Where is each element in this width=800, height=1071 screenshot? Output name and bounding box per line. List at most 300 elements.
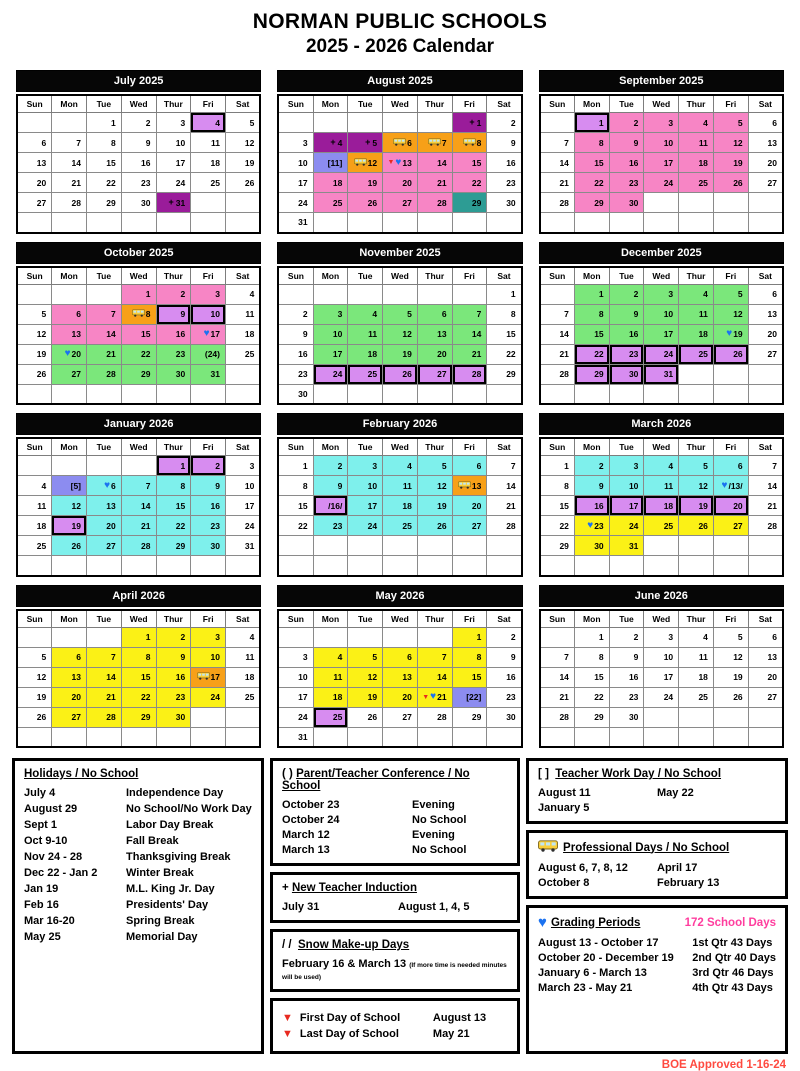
day-cell [609, 476, 644, 496]
workday-rows [538, 787, 776, 814]
day-number: 9 [180, 309, 186, 319]
conference-date: October 24 [282, 814, 340, 826]
day-number: 25 [698, 349, 708, 359]
day-number: 1 [510, 289, 516, 299]
bus-icon-wrap [354, 158, 367, 168]
day-number: 10 [210, 652, 220, 662]
day-number: 12 [244, 137, 255, 148]
day-cell [121, 113, 156, 133]
day-cell [121, 727, 156, 747]
day-cell-content [610, 461, 644, 471]
day-cell [383, 476, 418, 496]
day-number: 28 [141, 540, 151, 551]
day-cell-content [418, 178, 452, 188]
day-cell-content [487, 198, 520, 208]
weekday-header: Tue [87, 610, 122, 628]
day-number: 15 [298, 500, 308, 511]
day-cell [679, 324, 714, 344]
day-cell [226, 113, 261, 133]
day-cell [679, 647, 714, 667]
day-cell [121, 707, 156, 727]
day-cell-content [644, 178, 678, 188]
day-cell-content [191, 501, 225, 511]
day-number: 20 [767, 329, 777, 339]
day-cell [574, 153, 609, 173]
grading-heart-icon: ♥ [726, 328, 733, 339]
day-cell-content [644, 501, 678, 511]
weekday-header: Wed [383, 95, 418, 113]
weekday-header: Tue [609, 610, 644, 628]
day-cell-content [314, 521, 348, 531]
weekday-header: Wed [121, 95, 156, 113]
day-number: 31 [298, 731, 308, 742]
day-cell [348, 687, 383, 707]
day-cell-content [191, 521, 225, 531]
month-april-2026 [16, 585, 261, 749]
day-number: 10 [298, 672, 308, 682]
day-cell [313, 536, 348, 556]
day-cell-content [714, 501, 748, 511]
day-cell [278, 384, 313, 404]
day-cell-content [122, 672, 156, 682]
day-cell [156, 687, 191, 707]
day-cell [644, 727, 679, 747]
day-cell-content [541, 461, 574, 471]
weekday-header: Mon [574, 267, 609, 285]
day-cell-content [314, 349, 348, 359]
day-number: /13/ [728, 480, 743, 491]
month-table [539, 437, 784, 577]
day-cell-content [18, 652, 51, 662]
day-cell-content [52, 501, 86, 511]
day-cell [417, 516, 452, 536]
weekday-header: Mon [574, 438, 609, 456]
workday-date [657, 802, 776, 814]
day-number: 20 [36, 177, 47, 188]
day-number: 20 [733, 500, 743, 511]
day-cell [452, 516, 487, 536]
day-cell [644, 284, 679, 304]
day-cell [713, 213, 748, 233]
day-number: 17 [663, 329, 674, 339]
day-cell [748, 213, 783, 233]
day-number: 29 [141, 369, 151, 379]
induction-plus-icon: + [168, 197, 174, 207]
day-cell [540, 113, 575, 133]
day-cell-content [714, 481, 748, 491]
day-cell [121, 344, 156, 364]
day-cell [487, 173, 522, 193]
day-cell [226, 556, 261, 576]
day-cell [17, 476, 52, 496]
day-cell-content [487, 369, 520, 379]
day-number: 27 [767, 349, 777, 359]
day-number: 19 [733, 672, 743, 682]
day-number: 26 [71, 540, 81, 551]
day-cell [383, 153, 418, 173]
day-cell-content [383, 158, 417, 168]
day-cell-content [348, 501, 382, 511]
day-number: 20 [71, 692, 81, 702]
day-number: 29 [594, 197, 604, 208]
day-cell-content [418, 349, 452, 359]
day-cell-content [575, 309, 609, 319]
day-number: 4 [337, 137, 343, 148]
day-cell [87, 133, 122, 153]
day-cell-content [226, 309, 259, 319]
day-number: 9 [145, 137, 151, 148]
day-cell [226, 304, 261, 324]
day-cell [191, 133, 226, 153]
day-number: 15 [471, 672, 482, 682]
professional-date: August 6, 7, 8, 12 [538, 862, 628, 874]
day-cell-content [18, 521, 51, 531]
day-cell-content [575, 118, 609, 128]
day-number: 26 [244, 177, 255, 188]
conference-rows [282, 799, 508, 856]
day-number: 22 [106, 177, 116, 188]
day-cell [226, 516, 261, 536]
day-cell [156, 556, 191, 576]
day-cell [609, 133, 644, 153]
weekday-header: Sat [226, 95, 261, 113]
induction-plus-icon: + [330, 137, 336, 147]
day-cell [748, 344, 783, 364]
day-cell [17, 667, 52, 687]
day-cell [17, 536, 52, 556]
day-cell-content [226, 118, 259, 128]
day-cell [348, 284, 383, 304]
day-cell [713, 476, 748, 496]
day-cell-content [383, 692, 417, 702]
induction-box [270, 872, 520, 923]
day-cell [540, 384, 575, 404]
grading-rows [538, 937, 776, 994]
day-cell [52, 647, 87, 667]
day-cell-content [191, 369, 225, 379]
day-cell-content [487, 632, 520, 642]
day-number: 23 [332, 520, 343, 531]
day-cell-content [714, 309, 748, 319]
day-number: 17 [210, 329, 220, 339]
day-cell [452, 213, 487, 233]
holiday-date: Oct 9-10 [24, 835, 68, 847]
day-number: 16 [506, 672, 516, 682]
day-cell-content [453, 329, 487, 339]
day-cell-content [679, 158, 713, 168]
day-cell-content [644, 632, 678, 642]
day-cell [156, 304, 191, 324]
day-cell [191, 364, 226, 384]
day-cell [644, 364, 679, 384]
day-number: 17 [663, 157, 674, 168]
day-number: 5 [441, 460, 447, 471]
day-cell [121, 284, 156, 304]
day-cell-content [157, 158, 191, 168]
day-cell-content [157, 481, 191, 491]
boe-approved-note: BOE Approved 1-16-24 [661, 1059, 786, 1071]
day-cell-content [714, 289, 748, 299]
day-number: 2 [510, 632, 516, 642]
weekday-header: Fri [713, 610, 748, 628]
day-cell-content [279, 309, 312, 319]
day-cell [17, 556, 52, 576]
day-cell-content [52, 481, 86, 491]
day-cell [383, 556, 418, 576]
holiday-date: Feb 16 [24, 899, 59, 911]
day-number: 15 [506, 329, 516, 339]
day-cell [679, 727, 714, 747]
month-title: March 2026 [539, 413, 784, 435]
day-cell-content [226, 349, 259, 359]
day-number: 24 [175, 177, 186, 188]
day-number: 14 [506, 480, 516, 491]
day-number: 1 [598, 117, 604, 128]
day-cell [313, 496, 348, 516]
day-cell [609, 304, 644, 324]
day-cell [383, 667, 418, 687]
day-cell-content [383, 329, 417, 339]
day-cell [348, 384, 383, 404]
day-cell [679, 627, 714, 647]
day-cell [348, 516, 383, 536]
day-cell-content [122, 501, 156, 511]
induction-dates: August 1, 4, 5 [398, 901, 470, 913]
day-cell [278, 627, 313, 647]
day-cell-content [52, 198, 86, 208]
day-cell-content [418, 198, 452, 208]
day-cell [191, 647, 226, 667]
day-cell-content [610, 481, 644, 491]
day-cell [383, 304, 418, 324]
day-number: 10 [628, 480, 639, 491]
day-cell [452, 304, 487, 324]
day-number: 18 [244, 672, 255, 682]
day-cell-content [52, 692, 86, 702]
day-cell-content [714, 118, 748, 128]
day-cell [452, 667, 487, 687]
day-number: 19 [733, 157, 743, 168]
day-cell-content [191, 672, 225, 682]
day-cell-content [226, 652, 259, 662]
day-number: 22 [594, 349, 604, 359]
day-cell [278, 556, 313, 576]
day-cell [713, 384, 748, 404]
day-cell [679, 344, 714, 364]
day-number: 15 [559, 500, 569, 511]
day-cell [748, 364, 783, 384]
day-cell [121, 384, 156, 404]
day-cell [713, 707, 748, 727]
bus-icon [132, 309, 145, 317]
day-cell-content [679, 138, 713, 148]
day-cell [609, 516, 644, 536]
day-number: 14 [71, 157, 81, 168]
day-cell-content [18, 369, 51, 379]
day-number: 22 [471, 177, 482, 188]
day-cell-content [541, 329, 574, 339]
weekday-header: Sat [487, 267, 522, 285]
weekday-header: Fri [452, 95, 487, 113]
day-cell [609, 324, 644, 344]
day-number: 11 [698, 309, 708, 319]
month-table [16, 609, 261, 749]
weekday-header: Fri [191, 95, 226, 113]
day-number: 27 [767, 177, 777, 188]
day-cell [156, 213, 191, 233]
day-number: 19 [367, 692, 378, 702]
month-title: January 2026 [16, 413, 261, 435]
day-cell [679, 456, 714, 476]
day-cell-content [575, 138, 609, 148]
day-cell-content [348, 461, 382, 471]
day-cell-content [348, 138, 382, 148]
day-cell-content [487, 692, 520, 702]
day-cell [748, 687, 783, 707]
day-number: 26 [733, 692, 743, 702]
day-cell [679, 284, 714, 304]
induction-plus-icon: + [365, 137, 371, 147]
day-number: 7 [145, 480, 151, 491]
day-cell-content [348, 349, 382, 359]
day-cell-content [383, 652, 417, 662]
day-cell-content [714, 692, 748, 702]
day-cell [348, 667, 383, 687]
day-cell-content [575, 158, 609, 168]
day-cell [313, 384, 348, 404]
day-cell [156, 667, 191, 687]
day-number: 26 [402, 369, 412, 379]
day-cell-content [157, 178, 191, 188]
day-number: 11 [245, 652, 255, 662]
day-cell-content [575, 652, 609, 662]
day-cell-content [191, 692, 225, 702]
day-cell [748, 647, 783, 667]
day-cell [713, 173, 748, 193]
day-number: 19 [367, 177, 378, 188]
day-cell [487, 384, 522, 404]
day-number: 3 [302, 137, 308, 148]
day-number: 8 [564, 480, 569, 491]
day-cell [87, 707, 122, 727]
day-cell [383, 516, 418, 536]
day-number: 5 [41, 309, 47, 319]
day-cell-content [575, 481, 609, 491]
day-cell [348, 476, 383, 496]
day-number: 4 [407, 460, 412, 471]
day-cell [748, 173, 783, 193]
day-cell-content [749, 118, 782, 128]
holiday-name: Labor Day Break [126, 819, 214, 831]
day-number: 19 [36, 349, 47, 359]
weekday-header: Sun [540, 95, 575, 113]
day-number: 27 [471, 520, 482, 531]
day-cell [452, 284, 487, 304]
day-number: 13 [767, 137, 777, 148]
day-cell-content [610, 178, 644, 188]
workday-date: May 22 [657, 787, 694, 799]
day-cell-content [18, 158, 51, 168]
day-number: 10 [244, 480, 255, 491]
day-cell [156, 456, 191, 476]
day-cell [17, 687, 52, 707]
day-cell [452, 496, 487, 516]
day-cell-content [18, 692, 51, 702]
day-cell [609, 113, 644, 133]
day-number: 23 [628, 692, 639, 702]
day-number: /16/ [328, 500, 343, 511]
day-cell-content [122, 158, 156, 168]
day-number: 8 [180, 480, 186, 491]
day-cell-content [487, 118, 520, 128]
day-cell-content [749, 632, 782, 642]
day-cell [487, 707, 522, 727]
day-cell [313, 153, 348, 173]
day-cell-content [191, 158, 225, 168]
day-cell [191, 456, 226, 476]
day-cell-content [575, 521, 609, 531]
conference-type: No School [412, 844, 467, 856]
day-cell-content [487, 158, 520, 168]
weekday-header: Wed [383, 267, 418, 285]
day-cell [540, 516, 575, 536]
school-day-triangle-icon: ▼ [422, 693, 430, 701]
day-number: 11 [211, 137, 220, 148]
day-cell [748, 556, 783, 576]
day-cell-content [191, 329, 225, 339]
day-cell-content [191, 541, 225, 551]
month-title: August 2025 [277, 70, 522, 92]
day-cell [121, 516, 156, 536]
day-number: 28 [559, 369, 569, 379]
day-cell-content [453, 521, 487, 531]
snow-dates: February 16 & March 13 [282, 958, 407, 970]
day-number: 16 [298, 349, 308, 359]
day-cell-content [749, 158, 782, 168]
day-number: 18 [332, 692, 343, 702]
day-cell [417, 133, 452, 153]
day-cell-content [418, 481, 452, 491]
day-number: 3 [668, 289, 674, 299]
day-cell [121, 496, 156, 516]
day-cell [226, 384, 261, 404]
day-number: 2 [337, 460, 343, 471]
day-cell-content [314, 481, 348, 491]
holiday-date: July 4 [24, 787, 56, 799]
day-cell [748, 133, 783, 153]
day-number: 18 [698, 157, 708, 168]
conference-title [282, 768, 508, 792]
day-cell [52, 153, 87, 173]
day-cell [487, 476, 522, 496]
day-number: 3 [215, 632, 220, 642]
weekday-header: Fri [191, 610, 226, 628]
day-cell [278, 153, 313, 173]
day-cell-content [644, 652, 678, 662]
day-cell [679, 476, 714, 496]
day-cell [452, 133, 487, 153]
day-number: 29 [559, 540, 569, 551]
day-cell-content [348, 178, 382, 188]
day-cell-content [279, 672, 312, 682]
day-cell-content [157, 309, 191, 319]
day-cell [574, 456, 609, 476]
day-cell [348, 304, 383, 324]
day-number: 11 [37, 500, 47, 511]
day-number: 10 [663, 137, 674, 148]
day-cell-content [383, 521, 417, 531]
last-day-triangle-icon: ▼ [282, 1027, 293, 1040]
